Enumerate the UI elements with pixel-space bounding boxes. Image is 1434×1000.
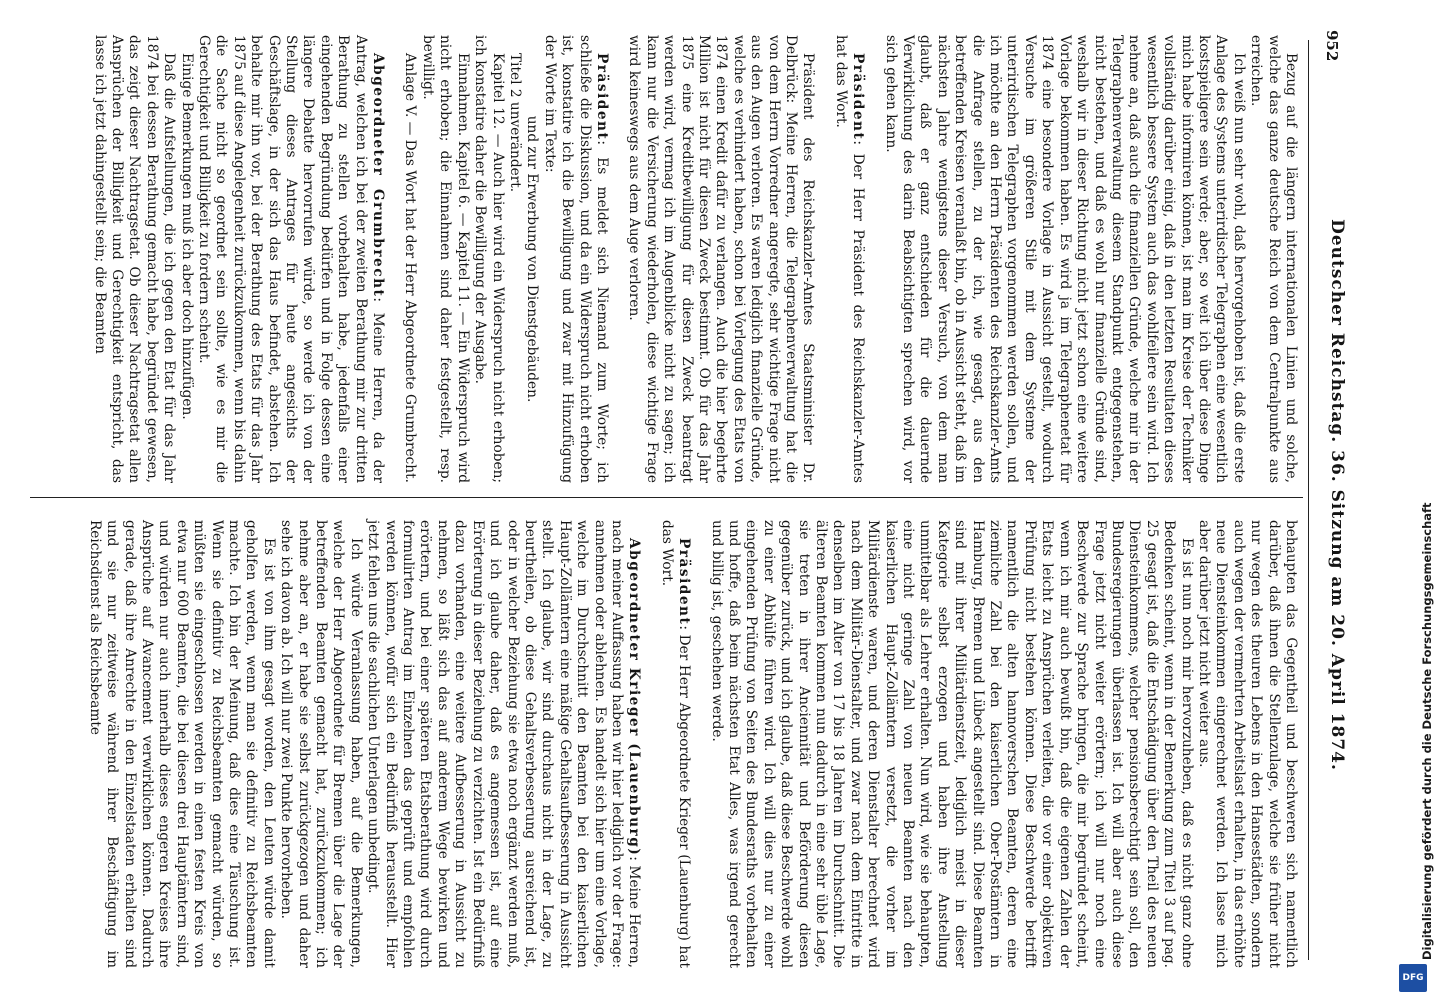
paragraph-text: Einige Bemerkungen muß ich aber doch hinzufügen.	[178, 53, 195, 420]
paragraph-text: Der Herr Präsident des Reichskanzler-Amtes hat das Wort.	[832, 35, 867, 483]
paragraph-text: Daß die Aufstellungen, die ich gegen den Etat für das Jahr 1874 bei dessen Berathung gemacht habe, begründet gewesen, das zeigt dieser Nachtragsetat. Ob dieser Nachtragsetat allen Ansprüchen der Billigkeit und Gerechtigkeit entspricht, das lasse ich jetzt dahingestellt sein; die Beamten	[91, 35, 178, 483]
paragraph-text: Der Herr Abgeordnete Krieger (Lauenburg) hat das Wort.	[658, 520, 693, 968]
paragraph	[277, 520, 364, 968]
paragraph	[523, 35, 540, 483]
paragraph	[401, 35, 418, 483]
paragraph-text: Es ist von ihm gesagt worden, den Leuten würde damit geholfen werden, wenn man sie definitiv zu Reichsbeamten machte. Ich bin der Meinung, daß dies eine Täuschung ist. Wenn sie definitiv zu Reichsbeamten gemacht würden, so müßten sie eingeschlossen werden in einen festen Kreis von etwa nur 600 Beamten, die bei diesen drei Hauptämtern sind, und würden nur auch innerhalb dieses engeren Kreises ihre Ansprüche auf Avancement verwirklichen können. Dadurch gerade, daß ihre Anrechte in den Einzelstaaten erhalten sind und sie nur zeitweise während ihrer Beschäftigung im Reichsdienst als Reichsbeamte	[86, 520, 277, 968]
header-rule	[1308, 40, 1309, 960]
funding-note: Digitalisierung gefördert durch die Deutsche Forschungsgemeinschaft	[1420, 502, 1434, 960]
paragraph-text: Titel 2 unverändert.	[506, 53, 523, 193]
speaker-name: Abgeordneter Grumbrecht	[370, 53, 387, 298]
speaker-name: Präsident	[593, 53, 610, 141]
paragraph: Abgeordneter Krieger (Lauenburg): Meine Herren, nach meiner Auffassung haben wir hier lediglich vor der Frage: annehmen oder ablehnen. Es handelt sich hier um eine Vorlage, welche im Durchschnitt den Beamten bei den kaiserlichen Haupt-Zollämtern eine mäßige Gehaltsaufbesserung in Aussicht stellt. Ich glaube, wir sind durchaus nicht in der Lage, zu beurtheilen, ob diese Gehaltsverbesserung ausreichend ist, oder in welcher Beziehung sie etwa noch ergänzt werden muß, und ich glaube daher, daß es angemessen ist, auf eine Erörterung in dieser Beziehung zu verzichten. Ist ein Bedürfniß dazu vorhanden, eine weitere Aufbesserung in Aussicht zu nehmen, so läßt sich das auf anderem Wege bewirken und erörtern, und bei einer späteren Etatsberathung wird durch formulirten Antrag im Einzelnen das geprüft und empfohlen werden können, wofür sich ein Bedürfniß herausstellt. Hier jetzt fehlen uns die sachlichen Unterlagen unbedingt.	[365, 520, 643, 968]
paragraph	[419, 35, 471, 483]
paragraph	[471, 35, 506, 483]
paragraph	[1195, 520, 1299, 968]
speaker-name: Präsident	[850, 53, 867, 141]
dfg-logo: DFG	[1399, 964, 1427, 992]
paragraph: Präsident: Der Herr Präsident des Reichskanzler-Amtes hat das Wort.	[832, 35, 867, 483]
paragraph-text: Es meldet sich Niemand zum Worte; ich schließe die Diskussion, und da ein Widerspruch nicht erhoben ist, konstatire ich die Bewilligung und zwar mit Hinzufügung der Worte im Texte:	[541, 35, 610, 483]
page-number: 952	[1323, 30, 1341, 62]
paragraph	[85, 520, 276, 968]
paragraph-text: behaupten das Gegentheil und beschweren sich namentlich darüber, daß ihnen die Stellenzulage, welche sie früher nicht nur wegen des theuren Lebens in den Hansestädten, sondern auch wegen der vermehrten Arbeitslast erhalten, in das erhöhte neue Diensteinkommen eingerechnet werden. Ich lasse mich aber darüber jetzt nicht weiter aus.	[1195, 520, 1299, 968]
paragraph	[707, 520, 1194, 968]
column-divider	[30, 497, 1303, 498]
paragraph	[1247, 35, 1299, 483]
paragraph-text: Anlage V. — Das Wort hat der Herr Abgeordnete Grumbrecht.	[402, 53, 419, 483]
paragraph: Abgeordneter Grumbrecht: Meine Herren, da der Antrag, welchen ich bei der zweiten Berathung mir zur dritten Berathung zu stellen vorbehalten habe, jedenfalls einer eingehenden Begründung bedürfen und in Folge dessen eine längere Debatte hervorrufen würde, so werde ich von der Stellung dieses Antrages für heute angesichts der Geschäftslage, in der sich das Haus befindet, abstehen. Ich behalte mir ihn vor, bei der Berathung des Etats für das Jahr 1875 auf diese Angelegenheit zurückzukommen, wenn bis dahin die Sache nicht so geordnet sein sollte, wie es mir die Gerechtigkeit und Billigkeit zu fordern scheint.	[196, 35, 387, 483]
paragraph: Präsident: Der Herr Abgeordnete Krieger (Lauenburg) hat das Wort.	[658, 520, 693, 968]
paragraph-text: Kapitel 12. — Auch hier wird ein Widerspruch nicht erhoben; ich konstatire daher die Bewilligung der Ausgabe.	[472, 35, 506, 483]
paragraph	[625, 35, 816, 483]
speaker-name: Präsident	[676, 538, 693, 626]
paragraph-text: Einnahmen. Kapitel 6. — Kapitel 11. — Ein Widerspruch wird nicht erhoben; die Einnahmen sind daher festgestellt, resp. bewilligt.	[419, 35, 471, 483]
running-head	[1313, 30, 1347, 960]
side-note-strip	[1396, 0, 1432, 1000]
paragraph-text: Präsident des Reichskanzler-Amtes Staatsminister Dr. Delbrück: Meine Herren, die Telegraphenverwaltung hat die von dem Herrn Vorredner angeregte, sehr wichtige Frage nicht aus den Augen verloren. Es waren lediglich finanzielle Gründe, welche es verhindert haben, schon bei Vorlegung des Etats von 1874 einen Kredit dafür zu verlangen. Auch die hier begehrte Million ist nicht für diesen Zweck bestimmt. Ob für das Jahr 1875 eine Kreditbewilligung für diesen Zweck beantragt werden wird, vermag ich im Augenblicke nicht zu sagen; ich kann nur die Versicherung wiederholen, diese wichtige Frage wird keineswegs aus dem Auge verloren.	[626, 35, 817, 483]
paragraph-text: Bezug auf die längern internationalen Linien und solche, welche das ganze deutsche Reich von dem Centralpunkte aus erreichen.	[1248, 35, 1299, 483]
speaker-name: Abgeordneter Krieger (Lauenburg)	[626, 538, 643, 857]
paragraph	[90, 35, 177, 483]
paragraph-text: und zur Erwerbung von Dienstgebäuden.	[524, 115, 541, 403]
left-column	[90, 35, 1299, 483]
paragraph-text: Ich weiß nun sehr wohl, daß hervorgehoben ist, daß die erste Anlage des Systems unterirdischer Telegraphen eine wesentlich kostspieligere sein werde; aber, so weit ich über diese Dinge mich habe informiren können, ist man im Kreise der Techniker vollständig darüber einig, daß in den letzten Resultaten dieses wesentlich bessere System auch das wohlfeilere sein wird. Ich nehme an, daß auch die finanziellen Gründe, welche mir in der Telegraphenverwaltung diesem Standpunkt entgegenstehen, nicht bestehen, und daß es wohl nur finanzielle Gründe sind, weshalb wir in dieser Richtung nicht jetzt schon eine weitere Vorlage bekommen haben. Es wird ja im Telegraphenetat für 1874 eine besondere Vorlage in Aussicht gestellt, wodurch Versuche im größeren Stile mit dem Systeme der unterirdischen Telegraphen vorgenommen werden sollen, und ich möchte an den Herrn Präsidenten des Reichskanzler-Amts die Anfrage stellen, zu der ich, wie gesagt, aus den betreffenden Kreisen veranlaßt bin, ob in Aussicht steht, daß im nächsten Jahre wenigstens dieser Versuch, von dem man glaubt, daß er ganz entschieden für die dauernde Verwirklichung des darin Beabsichtigten sprechen wird, vor sich gehen kann.	[882, 35, 1247, 483]
paragraph-text: Meine Herren, nach meiner Auffassung haben wir hier lediglich vor der Frage: annehmen oder ablehnen. Es handelt sich hier um eine Vorlage, welche im Durchschnitt den Beamten bei den kaiserlichen Haupt-Zollämtern eine mäßige Gehaltsaufbesserung in Aussicht stellt. Ich glaube, wir sind durchaus nicht in der Lage, zu beurtheilen, ob diese Gehaltsverbesserung ausreichend ist, oder in welcher Beziehung sie etwa noch ergänzt werden muß, und ich glaube daher, daß es angemessen ist, auf eine Erörterung in dieser Beziehung zu verzichten. Ist ein Bedürfniß dazu vorhanden, eine weitere Aufbesserung in Aussicht zu nehmen, so läßt sich das auf anderem Wege bewirken und erörtern, und bei einer späteren Etatsberathung wird durch formulirten Antrag im Einzelnen das geprüft und empfohlen werden können, wofür sich ein Bedürfniß herausstellt. Hier jetzt fehlen uns die sachlichen Unterlagen unbedingt.	[365, 520, 643, 968]
paragraph	[881, 35, 1247, 483]
right-column	[85, 520, 1299, 968]
paragraph-text: Ich würde Veranlassung haben, auf die Bemerkungen, welche der Herr Abgeordnete für Bremen über die Lage der betreffenden Beamten gemacht hat, zurückzukommen; ich nehme aber an, er habe sie selbst zurückgezogen und daher sehe ich davon ab. Ich will nur zwei Punkte hervorheben.	[278, 520, 364, 968]
page-title: Deutscher Reichstag. 36. Sitzung am 20. April 1874.	[1327, 219, 1347, 771]
paragraph-text: Es ist nun noch mir hervorzuheben, daß es nicht ganz ohne Bedenken scheint, wenn in der Bemerkung zum Titel 3 auf pag. 25 gesagt ist, daß die Entschädigung über den Theil des neuen Diensteinkommens, welcher pensionsberechtigt sein soll, den Bundesregierungen überlassen ist. Ich will aber auch diese Frage jetzt nicht weiter erörtern; ich will nur noch eine Beschwerde zur Sprache bringen, die mir begründet scheint, wenn ich mir auch bewußt bin, daß die eigenen Zahlen der Etats leicht zu Ansprüchen verleiten, die vor einer objektiven Prüfung nicht bestehen können. Diese Beschwerde betrifft namentlich die alten hannoverschen Beamten, deren eine ziemliche Zahl bei den kaiserlichen Ober-Postämtern in Hamburg, Bremen und Lübeck angestellt sind. Diese Beamten sind mit ihrer Militärdienstzeit, lediglich meist in dieser Kategorie selbst erzogen und haben ihre Anstellung unmittelbar als Lehrer erhalten. Nun wird, wie sie behaupten, eine nicht geringe Zahl von neuen Beamten nach den kaiserlichen Haupt-Zollämtern versetzt, die vorher im Militärdienste waren, und deren Dienstalter berechnet wird nach dem Militär-Dienstalter, und zwar nach dem Eintritte in denselben im Alter von 17 bis 18 Jahren im Durchschnitt. Die älteren Beamten kommen nun dadurch in eine sehr üble Lage, sie treten in ihrer Anciennität und Beförderung diesen gegenüber zurück, und ich glaube, daß diese Beschwerde wohl zu einer Abhülfe führen wird. Ich will dies nur zu einer eingehenden Prüfung von Seiten des Bundesraths vorbehalten und hoffe, daß beim nächsten Etat Alles, was irgend gerecht und billig ist, geschehen werde.	[708, 520, 1195, 968]
paragraph: Präsident: Es meldet sich Niemand zum Worte; ich schließe die Diskussion, und da ein Widerspruch nicht erhoben ist, konstatire ich die Bewilligung und zwar mit Hinzufügung der Worte im Texte:	[541, 35, 610, 483]
paragraph	[506, 35, 523, 483]
paragraph	[177, 35, 194, 483]
paragraph-text: Meine Herren, da der Antrag, welchen ich bei der zweiten Berathung mir zur dritten Berathung zu stellen vorbehalten habe, jedenfalls einer eingehenden Begründung bedürfen und in Folge dessen eine längere Debatte hervorrufen würde, so werde ich von der Stellung dieses Antrages für heute angesichts der Geschäftslage, in der sich das Haus befindet, abstehen. Ich behalte mir ihn vor, bei der Berathung des Etats für das Jahr 1875 auf diese Angelegenheit zurückzukommen, wenn bis dahin die Sache nicht so geordnet sein sollte, wie es mir die Gerechtigkeit und Billigkeit zu fordern scheint.	[196, 35, 387, 483]
